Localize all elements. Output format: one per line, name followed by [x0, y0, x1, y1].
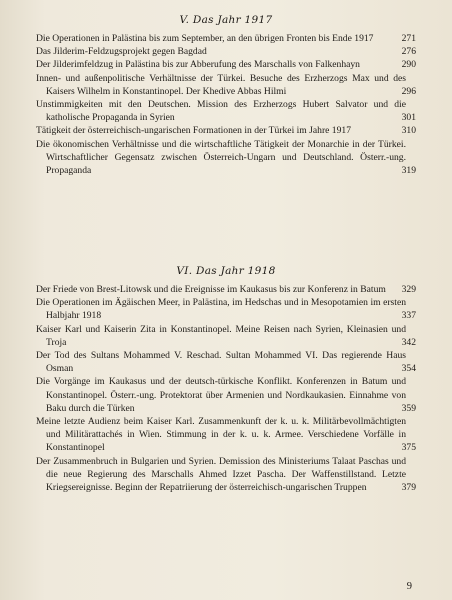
toc-page-number: 301 [401, 112, 416, 124]
toc-entry [36, 455, 416, 495]
toc-page-number: 337 [401, 310, 416, 322]
toc-page-number: 310 [401, 125, 416, 137]
toc-entry [36, 296, 416, 322]
toc-entry-title: Die Operationen in Palästina bis zum September, an den übrigen Fronten bis Ende 1917 [36, 33, 374, 44]
toc-entry-title: Innen- und außenpolitische Verhältnisse der Türkei. Besuche des Erzherzogs Max und des Kaisers Wilhelm in Konstantinopel. Der Khedive Abbas Hilmi [36, 72, 406, 97]
toc-entry-title: Das Jilderim-Feldzugsprojekt gegen Bagdad [36, 46, 207, 58]
toc-page-number: 296 [401, 85, 416, 97]
toc-entry-title: Die ökonomischen Verhältnisse und die wirtschaftliche Tätigkeit der Monarchie in der Türkei. Wirtschaftlicher Gegensatz zwischen Österreich-Ungarn und Deutschland. Österr.-ung. Propaganda [36, 138, 406, 177]
toc-entry [36, 72, 416, 98]
section-heading-1917: V. Das Jahr 1917 [179, 14, 273, 26]
toc-entry [36, 415, 416, 455]
toc-page-number: 375 [401, 442, 416, 454]
toc-entry [36, 124, 416, 137]
toc-entry-title: Kaiser Karl und Kaiserin Zita in Konstantinopel. Meine Reisen nach Syrien, Kleinasien und Troja [36, 323, 406, 348]
toc-list-1918 [36, 283, 416, 494]
toc-page-number: 271 [401, 33, 416, 44]
toc-entry-title: Der Jilderimfeldzug in Palästina bis zur Abberufung des Marschalls von Falkenhayn [36, 59, 360, 71]
toc-entry-title: Der Zusammenbruch in Bulgarien und Syrien. Demission des Ministeriums Talaat Paschas und die neue Regierung des Marschalls Ahmed Izzet Pascha. Der Waffenstillstand. Letzte Kriegsereignisse. Beginn der Repatriierung der österreichisch-ungarischen Truppen [36, 455, 406, 494]
toc-entry [36, 58, 416, 71]
toc-entry [36, 349, 416, 375]
toc-page-number: 342 [401, 336, 416, 348]
section-heading-1918: VI. Das Jahr 1918 [176, 265, 276, 277]
toc-entry [36, 32, 416, 45]
toc-entry [36, 283, 416, 296]
toc-list-1917 [36, 32, 416, 177]
toc-entry [36, 323, 416, 349]
toc-page-number: 329 [401, 284, 416, 295]
toc-entry-title: Die Operationen im Ägäischen Meer, in Palästina, im Hedschas und in Mesopotamien im ersten Halbjahr 1918 [36, 297, 406, 322]
toc-entry-title: Unstimmigkeiten mit den Deutschen. Mission des Erzherzogs Hubert Salvator und die katholische Propaganda in Syrien [36, 99, 406, 124]
toc-entry-title: Der Tod des Sultans Mohammed V. Reschad. Sultan Mohammed VI. Das regierende Haus Osman [36, 350, 406, 375]
toc-entry-title: Der Friede von Brest-Litowsk und die Ereignisse im Kaukasus bis zur Konferenz in Batum [36, 284, 386, 295]
toc-entry [36, 98, 416, 124]
toc-entry [36, 45, 416, 58]
toc-entry-title: Meine letzte Audienz beim Kaiser Karl. Zusammenkunft der k. u. k. Militärbevollmächtigten und Militärattachés in Wien. Stimmung in der k. u. k. Armee. Verschiedene Vorfälle in Konstantinopel [36, 416, 406, 454]
toc-page-number: 319 [401, 165, 416, 177]
toc-page-number: 290 [401, 59, 416, 71]
toc-entry-title: Tätigkeit der österreichisch-ungarischen Formationen in der Türkei im Jahre 1917 [36, 125, 351, 137]
toc-page-number: 359 [401, 402, 416, 414]
toc-entry [36, 375, 416, 415]
toc-page-number: 276 [401, 46, 416, 58]
toc-page-number: 354 [401, 363, 416, 375]
toc-page-number: 379 [401, 482, 416, 494]
page-number: 9 [406, 581, 412, 592]
toc-entry [36, 138, 416, 178]
toc-entry-title: Die Vorgänge im Kaukasus und der deutsch-türkische Konflikt. Konferenzen in Batum und Konstantinopel. Österr.-ung. Protektorat über Armenien und Nordkaukasien. Einnahme von Baku durch die Türken [36, 376, 406, 414]
